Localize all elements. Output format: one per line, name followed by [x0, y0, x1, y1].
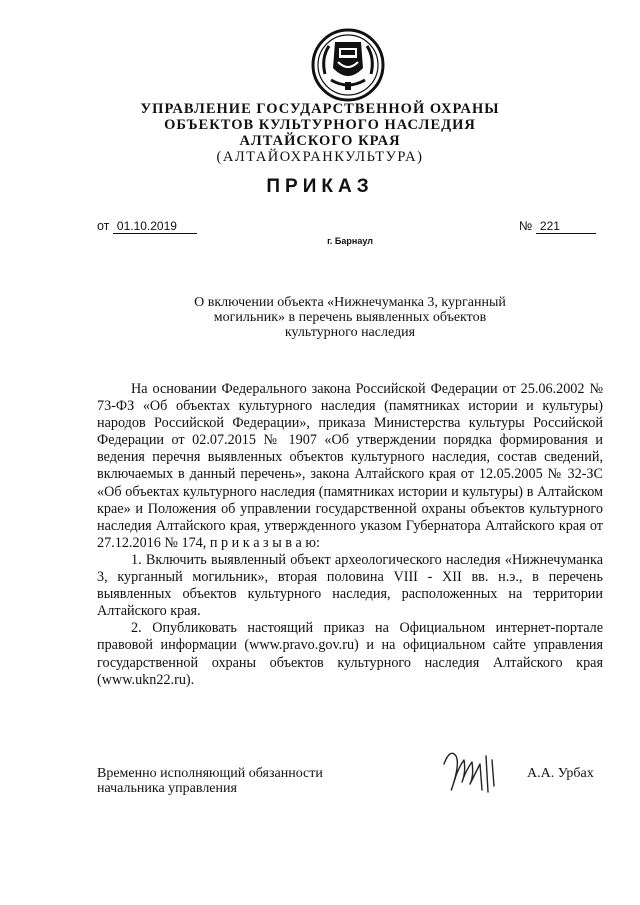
signatory-position — [97, 766, 323, 796]
body-item-2: 2. Опубликовать настоящий приказ на Официальном интернет-портале правовой информации (www.pravo.gov.ru) и на официальном сайте управления государственной охраны объектов культурного наследия Алтайского края (www.ukn22.ru). — [97, 620, 603, 688]
document-body — [97, 381, 603, 689]
coat-of-arms-icon — [311, 28, 385, 102]
position-line1: Временно исполняющий обязанности — [97, 766, 323, 781]
position-line2: начальника управления — [97, 781, 237, 796]
subject-line2: могильник» в перечень выявленных объектов — [213, 310, 487, 325]
handwritten-signature — [436, 742, 506, 800]
document-title: ПРИКАЗ — [266, 176, 374, 197]
document-date: 01.10.2019 — [113, 219, 197, 234]
subject-line3: культурного наследия — [284, 325, 416, 340]
date-block — [97, 219, 197, 234]
org-name-line1: УПРАВЛЕНИЕ ГОСУДАРСТВЕННОЙ ОХРАНЫ — [140, 101, 500, 117]
number-block — [519, 219, 596, 234]
subject-line1: О включении объекта «Нижнечуманка 3, курганный — [194, 295, 506, 310]
document-number: 221 — [536, 219, 596, 234]
city: г. Барнаул — [327, 236, 373, 246]
body-item-1: 1. Включить выявленный объект археологического наследия «Нижнечуманка 3, курганный могильник», вторая половина VIII - XII вв. н.э., в перечень выявленных объектов культурного наследия, расположенных на территории Алтайского края. — [97, 551, 603, 620]
org-name-line3: АЛТАЙСКОГО КРАЯ — [239, 133, 401, 149]
org-short-name: (АЛТАЙОХРАНКУЛЬТУРА) — [216, 149, 424, 165]
number-prefix: № — [519, 219, 533, 233]
document-subject — [0, 295, 640, 340]
signatory-name: А.А. Урбах — [527, 766, 594, 781]
body-paragraph-preamble: На основании Федерального закона Российской Федерации от 25.06.2002 № 73-ФЗ «Об объектах культурного наследия (памятниках истории и культуры) народов Российской Федерации», приказа Министерства культуры Российской Федерации от 02.07.2015 № 1907 «Об утверждении порядка формирования и ведения перечня выявленных объектов культурного наследия, состав сведений, включаемых в данный перечень», закона Алтайского края от 12.05.2005 № 32-ЗС «Об объектах культурного наследия (памятниках истории и культуры) в Алтайском крае» и Положения об управлении государственной охраны объектов культурного наследия Алтайского края, утвержденного указом Губернатора Алтайского края от 27.12.2016 № 174, п р и к а з ы в а ю: — [97, 381, 603, 551]
org-name-line2: ОБЪЕКТОВ КУЛЬТУРНОГО НАСЛЕДИЯ — [164, 117, 476, 133]
date-prefix: от — [97, 219, 110, 233]
